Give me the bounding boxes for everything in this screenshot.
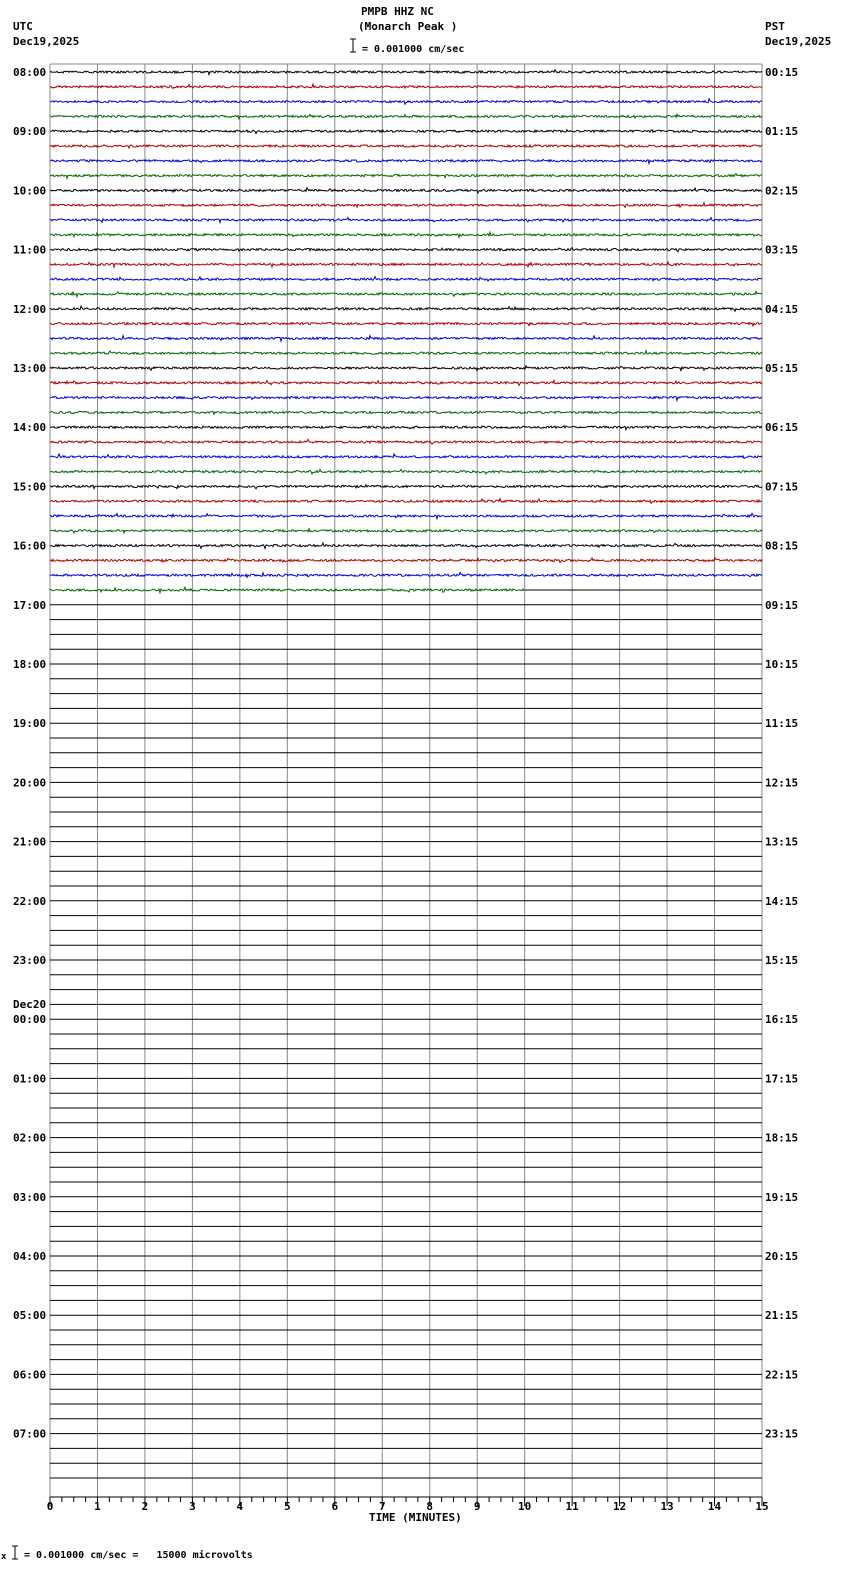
- x-tick-label: 9: [473, 1500, 481, 1513]
- utc-hour-label: 15:00: [13, 480, 47, 494]
- pst-hour-label: 08:15: [765, 539, 799, 553]
- utc-hour-label: 23:00: [13, 954, 47, 967]
- right-date: Dec19,2025: [765, 35, 832, 48]
- trace-line: [50, 396, 762, 400]
- trace-line: [50, 529, 762, 533]
- trace-line: [50, 499, 762, 504]
- pst-hour-label: 16:15: [765, 1013, 799, 1027]
- trace-line: [50, 469, 762, 474]
- pst-hour-label: 03:15: [765, 243, 799, 257]
- pst-hour-label: 15:15: [765, 954, 799, 967]
- x-tick-label: 12: [612, 1500, 627, 1513]
- pst-hour-label: 14:15: [765, 894, 799, 908]
- trace-line: [50, 159, 762, 163]
- trace-line: [50, 145, 762, 148]
- utc-hour-label: 16:00: [13, 539, 47, 553]
- utc-hour-label: 18:00: [13, 658, 47, 671]
- pst-hour-label: 23:15: [765, 1427, 799, 1441]
- pst-hour-label: 19:15: [765, 1190, 799, 1204]
- utc-hour-label: 06:00: [13, 1368, 47, 1382]
- utc-hour-label: 01:00: [13, 1072, 47, 1086]
- site-subtitle: (Monarch Peak ): [358, 20, 458, 33]
- pst-hour-label: 02:15: [765, 184, 799, 198]
- left-date: Dec19,2025: [13, 35, 80, 48]
- utc-hour-label: 17:00: [13, 598, 47, 612]
- utc-hour-label: 02:00: [13, 1131, 47, 1145]
- trace-line: [50, 411, 762, 414]
- trace-line: [50, 291, 762, 296]
- trace-line: [50, 366, 762, 371]
- trace-line: [50, 351, 762, 355]
- footer-marker: x: [1, 1552, 7, 1562]
- trace-line: [50, 114, 762, 119]
- pst-hour-label: 20:15: [765, 1250, 799, 1263]
- x-tick-label: 1: [94, 1500, 101, 1513]
- trace-line: [50, 426, 762, 430]
- trace-line: [50, 218, 762, 223]
- footer-scale-text: = 0.001000 cm/sec = 15000 microvolts: [24, 1550, 253, 1561]
- pst-hour-label: 09:15: [765, 598, 799, 612]
- utc-hour-label: 11:00: [13, 243, 47, 257]
- x-tick-label: 3: [189, 1500, 196, 1513]
- utc-hour-label: 03:00: [13, 1190, 47, 1204]
- x-tick-label: 5: [284, 1500, 291, 1513]
- trace-line: [50, 70, 762, 75]
- utc-hour-label: 22:00: [13, 894, 47, 908]
- utc-hour-label: 09:00: [13, 125, 47, 139]
- x-tick-label: 2: [141, 1500, 149, 1513]
- x-tick-label: 10: [518, 1500, 532, 1513]
- trace-line: [50, 248, 762, 252]
- pst-hour-label: 22:15: [765, 1368, 799, 1382]
- trace-line: [50, 543, 762, 549]
- pst-hour-label: 01:15: [765, 125, 799, 139]
- footer-scale-bar-icon: [10, 1545, 20, 1561]
- trace-line: [50, 203, 762, 208]
- pst-hour-label: 17:15: [765, 1072, 799, 1086]
- trace-line: [50, 130, 762, 134]
- trace-line: [50, 485, 762, 489]
- utc-hour-label: 13:00: [13, 362, 47, 375]
- utc-hour-label: 10:00: [13, 184, 47, 198]
- pst-hour-label: 12:15: [765, 776, 799, 790]
- pst-hour-label: 05:15: [765, 362, 799, 375]
- trace-line: [50, 262, 762, 267]
- trace-line: [50, 277, 762, 282]
- utc-hour-label: 19:00: [13, 717, 47, 731]
- scale-text: = 0.001000 cm/sec: [362, 44, 465, 55]
- utc-hour-label: 07:00: [13, 1427, 47, 1441]
- left-timezone: UTC: [13, 20, 33, 33]
- trace-line: [50, 336, 762, 342]
- utc-hour-label: 21:00: [13, 835, 47, 849]
- trace-line: [50, 188, 762, 193]
- pst-hour-label: 11:15: [765, 717, 799, 731]
- trace-line: [50, 174, 762, 179]
- x-tick-label: 15: [755, 1500, 769, 1513]
- utc-hour-label: 08:00: [13, 66, 47, 79]
- station-title: PMPB HHZ NC: [361, 5, 434, 18]
- utc-hour-label: 00:00: [13, 1013, 47, 1027]
- trace-line: [50, 573, 762, 578]
- x-axis-label: TIME (MINUTES): [369, 1511, 462, 1524]
- utc-hour-label: 04:00: [13, 1250, 47, 1263]
- trace-line: [50, 306, 762, 311]
- utc-hour-label: 14:00: [13, 421, 47, 435]
- utc-hour-label: 12:00: [13, 302, 47, 316]
- pst-hour-label: 18:15: [765, 1131, 799, 1145]
- x-tick-label: 11: [565, 1500, 579, 1513]
- trace-line: [50, 323, 762, 326]
- right-timezone: PST: [765, 20, 785, 33]
- trace-line: [50, 513, 762, 518]
- trace-line: [50, 558, 762, 563]
- trace-line: [50, 232, 762, 237]
- trace-line: [50, 439, 762, 444]
- trace-line: [50, 84, 762, 88]
- pst-hour-label: 07:15: [765, 480, 799, 494]
- pst-hour-label: 04:15: [765, 302, 799, 316]
- utc-hour-label: 05:00: [13, 1309, 47, 1323]
- x-tick-label: 13: [660, 1500, 674, 1513]
- trace-line: [50, 380, 762, 385]
- pst-hour-label: 10:15: [765, 658, 799, 671]
- trace-line: [50, 454, 762, 458]
- x-tick-label: 8: [426, 1500, 434, 1513]
- x-tick-label: 7: [378, 1500, 386, 1513]
- x-tick-label: 4: [236, 1500, 244, 1513]
- utc-hour-label: 20:00: [13, 776, 47, 790]
- utc-date-label: Dec20: [13, 998, 47, 1012]
- pst-hour-label: 21:15: [765, 1309, 799, 1323]
- pst-hour-label: 13:15: [765, 835, 799, 849]
- pst-hour-label: 00:15: [765, 66, 799, 79]
- x-tick-label: 14: [707, 1500, 722, 1513]
- x-tick-label: 0: [46, 1500, 54, 1513]
- x-tick-label: 6: [331, 1500, 339, 1513]
- pst-hour-label: 06:15: [765, 421, 799, 435]
- trace-line: [50, 99, 762, 104]
